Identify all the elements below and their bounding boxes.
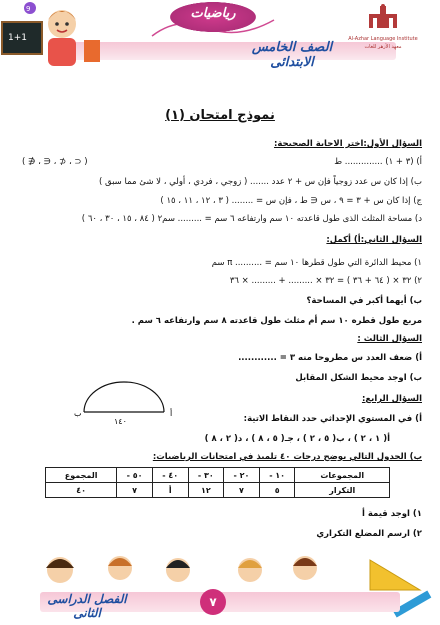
table-cell: أ [152, 483, 188, 498]
q2-line1: ١) محيط الدائرة التي طول قطرها ١٠ سم = .......... π سم [211, 258, 422, 268]
figure-label-a: أ [170, 409, 173, 418]
exam-title-text: نموذج امتحان (١) [165, 108, 275, 123]
q1-a: أ) (٣ + ١) .............. ط [334, 157, 422, 167]
q4-b: ب) الجدول التالي يوضح درجات ٤٠ تلميذ في امتحانات الرياضيات: [152, 452, 422, 462]
figure-label-b: ب [74, 409, 82, 418]
q1-a-options: ( ⊂ ، ⊄ ، ∈ ، ∉ ) [22, 157, 88, 167]
table-cell: ٢٠ - [224, 468, 260, 483]
table-cell: ٥٠ - [117, 468, 153, 483]
q1-d: د) مساحة المثلث الذى طول قاعدته ١٠ سم وارتفاعه ٦ سم = ......... سم٢ ( ٨٤ ، ١٥ ، ٣٠ ، ٦٠ ) [81, 214, 422, 224]
q2-b-text: مربع طول قطره ١٠ سم أم مثلث طول قاعدته ٨ سم وارتفاعه ٦ سم . [131, 316, 422, 326]
q4-line2: ٢) ارسم المضلع التكراري [316, 529, 422, 539]
school-building-icon [363, 4, 403, 30]
q3-heading: السؤال الثالث : [357, 334, 422, 344]
table-cell: ٣٠ - [188, 468, 224, 483]
school-name-ar: معهد الأزهر للغات [364, 44, 402, 50]
table-cell: التكرار [295, 483, 390, 498]
grade-title: الصف الخامس الابتدائى [251, 40, 333, 70]
q4-points: أ( ١ ، ٢ ) ، ب( ٥ ، ٢ ) ، جـ( ٥ ، ٨ ) ، د( ٢ ، ٨ ) [204, 434, 390, 444]
semicircle-figure [70, 380, 180, 426]
table-cell: ١٠ - [259, 468, 295, 483]
table-cell: ٥ [259, 483, 295, 498]
semester-label: الفصل الدراسى الثانى [47, 592, 127, 620]
table-cell: المجموعات [295, 468, 390, 483]
q2-heading: السؤال الثاني:أ) أكمل: [326, 235, 422, 245]
table-row [46, 468, 390, 483]
kids-chalkboard-illustration [0, 0, 110, 80]
svg-text:9: 9 [26, 5, 31, 13]
table-cell: ٧ [117, 483, 153, 498]
q3-a: أ) ضعف العدد س مطروحا منه ٣ = ............ [238, 353, 422, 363]
q1-c: ج) إذا كان س + ٣ = ٩ ، س ∈ ط ، فإن س = ........ ( ٣ ، ١٢ ، ١١ ، ١٥ ) [160, 196, 422, 206]
figure-length-label: ١٤٠ [114, 417, 127, 426]
table-cell: ٤٠ [46, 483, 117, 498]
q1-heading: السؤال الأول:اختر الاجابة الصحيحة: [273, 139, 422, 149]
table-row [46, 483, 390, 498]
q3-b: ب) اوجد محيط الشكل المقابل [295, 373, 422, 383]
school-logo [348, 4, 418, 50]
q1-b: ب) إذا كان س عدد زوجياً فإن س + ٢ عدد ....... ( زوجي ، فردي ، أولي ، لا شئ مما سبق ) [98, 177, 422, 187]
table-cell: المجموع [46, 468, 117, 483]
table-cell: ٤٠ - [152, 468, 188, 483]
subject-badge: رياضيات [170, 2, 256, 32]
exam-title [0, 108, 440, 123]
svg-text:1+1: 1+1 [8, 33, 27, 43]
page-number: ٧ [200, 589, 226, 615]
q2-b: ب) أيهما أكبر في المساحة؟ [306, 296, 422, 306]
q4-line1: ١) اوجد قيمة أ [361, 509, 422, 519]
table-cell: ١٢ [188, 483, 224, 498]
table-cell: ٧ [224, 483, 260, 498]
frequency-table [45, 467, 390, 498]
q2-line2: ٢) ٣٢ × ( ٦٤ + ٣٦ ) = ٣٢ × ......... + ......... × ٣٦ [229, 276, 422, 286]
school-name-en: Al-Azhar Language Institute [348, 36, 418, 42]
q4-a: أ) في المستوي الإحداثي حدد النقاط الاتية: [243, 414, 422, 424]
q4-heading: السؤال الرابع: [361, 394, 422, 404]
